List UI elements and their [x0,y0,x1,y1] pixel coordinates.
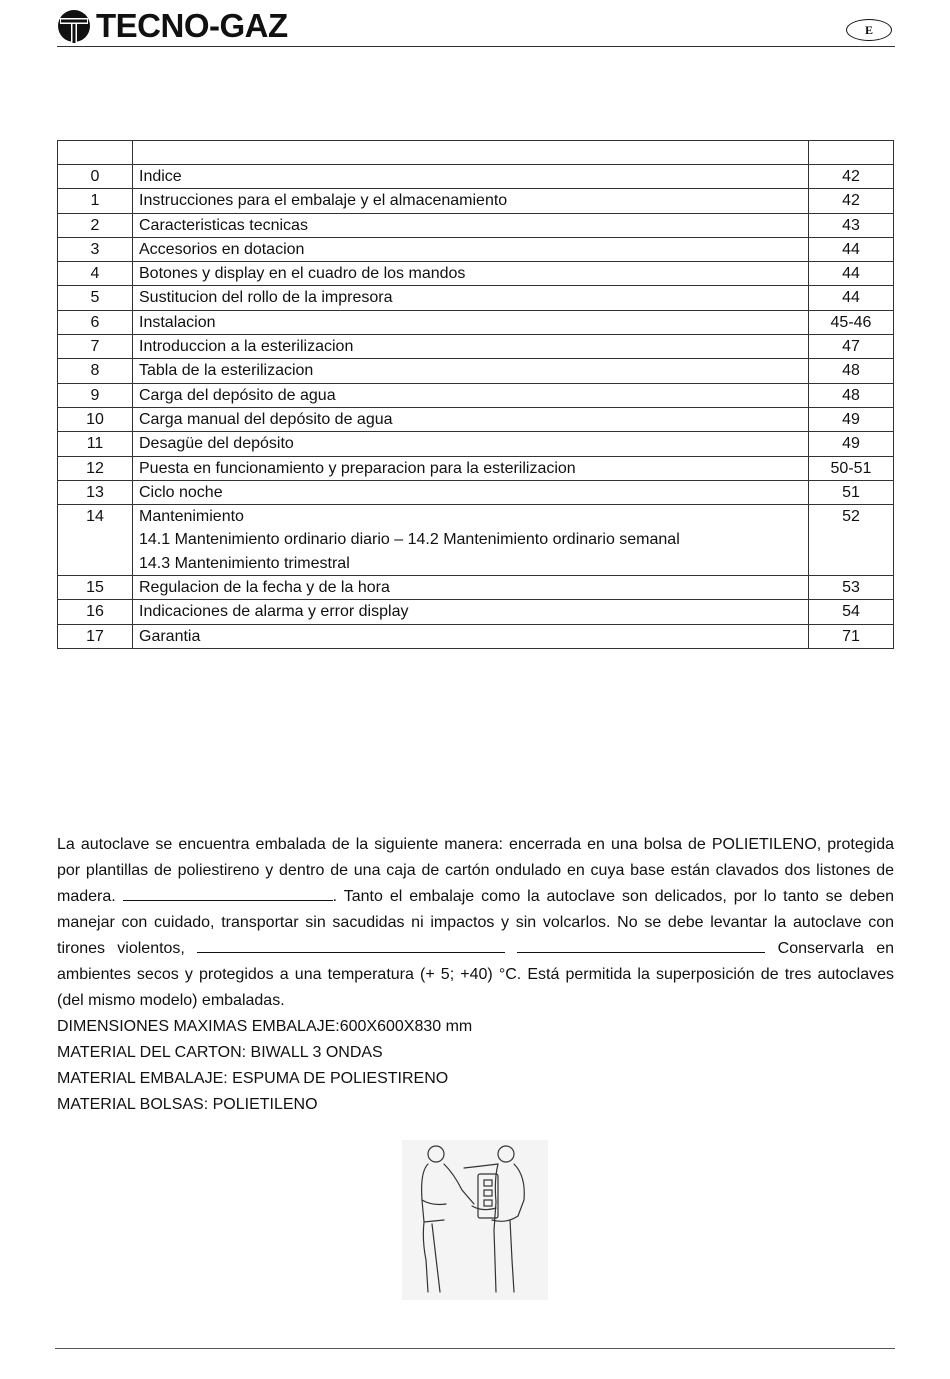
toc-title-text: Instrucciones para el embalaje y el almacenamiento [139,192,508,210]
toc-row [58,480,894,504]
toc-section-number: 13 [58,480,133,504]
toc-title-text: Tabla de la esterilizacion [139,362,314,380]
toc-page-number: 44 [809,262,894,286]
toc-section-title [133,480,809,504]
toc-row [58,600,894,624]
toc-title-text: Carga del depósito de agua [139,386,336,404]
toc-page-number: 45-46 [809,310,894,334]
carton-material-line: MATERIAL DEL CARTON: BIWALL 3 ONDAS [57,1044,383,1061]
toc-header-num [58,141,133,165]
toc-page-number: 48 [809,383,894,407]
toc-title-text: Sustitucion del rollo de la impresora [139,289,393,307]
toc-section-title [133,165,809,189]
toc-section-number: 6 [58,310,133,334]
toc-row [58,213,894,237]
toc-title-text: Introduccion a la esterilizacion [139,338,354,356]
footer-divider [55,1348,895,1349]
toc-section-number: 0 [58,165,133,189]
toc-section-number: 9 [58,383,133,407]
toc-section-title [133,310,809,334]
toc-row [58,286,894,310]
toc-section-number: 14 [58,505,133,576]
bag-material-line: MATERIAL BOLSAS: POLIETILENO [57,1096,318,1113]
table-of-contents [57,140,894,649]
two-people-carrying-autoclave-illustration [402,1140,548,1300]
toc-row [58,359,894,383]
toc-header-page [809,141,894,165]
header-divider [57,46,895,47]
toc-section-title [133,237,809,261]
toc-title-text: Indicaciones de alarma y error display [139,603,409,621]
toc-row [58,456,894,480]
packing-paragraph [57,832,894,1014]
toc-page-number: 42 [809,165,894,189]
packing-text-b: . Tanto el embalaje como la autoclave son delicados, por lo tanto se deben manejar con cuidado, transportar sin sacudidas ni impactos y sin volcarlos. No se debe levantar la autoclave con tirones violentos, [57,888,895,957]
toc-page-number: 44 [809,286,894,310]
toc-title-text: Botones y display en el cuadro de los mandos [139,265,466,283]
toc-row [58,237,894,261]
toc-page-number: 48 [809,359,894,383]
redacted-underline [197,938,505,953]
toc-page-number: 51 [809,480,894,504]
toc-section-title [133,432,809,456]
toc-row [58,624,894,648]
toc-section-number: 10 [58,407,133,431]
toc-title-text: Accesorios en dotacion [139,240,305,258]
toc-header-row [58,141,894,165]
toc-title-text: Regulacion de la fecha y de la hora [139,579,390,597]
packing-instructions [57,832,894,1118]
toc-row [58,576,894,600]
toc-section-title [133,286,809,310]
toc-row [58,432,894,456]
toc-row [58,335,894,359]
toc-title-text: Caracteristicas tecnicas [139,216,308,234]
toc-title-text: Desagüe del depósito [139,435,294,453]
packing-text-a: La autoclave se encuentra embalada de la siguiente manera: encerrada en una bolsa de POLIETILENO, protegida por plantillas de poliestireno y dentro de una caja de cartón ondulado en cuya base están clavados dos listones de madera. [57,836,894,905]
toc-section-title [133,505,809,576]
toc-title-text: Ciclo noche [139,483,223,501]
toc-section-number: 11 [58,432,133,456]
toc-section-title [133,600,809,624]
redacted-underline [517,938,765,953]
toc-title-text: Garantia [139,627,201,645]
toc-page-number: 47 [809,335,894,359]
toc-page-number: 50-51 [809,456,894,480]
toc-page-number: 53 [809,576,894,600]
toc-row [58,407,894,431]
toc-section-number: 1 [58,189,133,213]
toc-section-title [133,189,809,213]
dimensions-line: DIMENSIONES MAXIMAS EMBALAJE:600X600X830 mm [57,1018,473,1035]
toc-section-title [133,213,809,237]
toc-subsection-text: 14.3 Mantenimiento trimestral [139,554,350,572]
toc-row [58,189,894,213]
toc-page-number: 49 [809,432,894,456]
toc-section-title [133,624,809,648]
toc-section-title [133,456,809,480]
redacted-underline [123,886,333,901]
toc-row [58,165,894,189]
toc-section-number: 4 [58,262,133,286]
packing-text-c: Conservarla en ambientes secos y protegidos a una temperatura (+ 5; +40) °C. Está permitida la superposición de tres autoclaves (del mismo modelo) embaladas. [57,940,894,1009]
toc-page-number: 42 [809,189,894,213]
toc-section-number: 7 [58,335,133,359]
toc-section-title [133,407,809,431]
toc-section-number: 17 [58,624,133,648]
toc-page-number: 52 [809,505,894,576]
toc-section-title [133,262,809,286]
brand-name: TECNO-GAZ [96,7,288,44]
toc-section-number: 16 [58,600,133,624]
toc-section-number: 8 [58,359,133,383]
toc-page-number: 54 [809,600,894,624]
packing-material-line: MATERIAL EMBALAJE: ESPUMA DE POLIESTIRENO [57,1070,449,1087]
toc-section-title [133,576,809,600]
toc-section-number: 5 [58,286,133,310]
toc-section-number: 15 [58,576,133,600]
toc-page-number: 44 [809,237,894,261]
language-badge: E [846,19,892,41]
toc-header-title [133,141,809,165]
tecno-gaz-logo-icon [57,9,91,43]
toc-row [58,310,894,334]
toc-page-number: 71 [809,624,894,648]
toc-row [58,383,894,407]
toc-title-text: Mantenimiento [139,508,244,526]
toc-title-text: Instalacion [139,313,216,331]
toc-subsection-text: 14.1 Mantenimiento ordinario diario – 14.2 Mantenimiento ordinario semanal [139,531,680,549]
toc-page-number: 49 [809,407,894,431]
toc-title-text: Puesta en funcionamiento y preparacion para la esterilizacion [139,459,576,477]
toc-section-number: 2 [58,213,133,237]
toc-section-title [133,383,809,407]
brand-logo [57,6,288,46]
toc-section-number: 12 [58,456,133,480]
toc-page-number: 43 [809,213,894,237]
toc-section-title [133,359,809,383]
toc-section-title [133,335,809,359]
toc-row [58,505,894,576]
toc-row [58,262,894,286]
toc-title-text: Carga manual del depósito de agua [139,410,393,428]
toc-title-text: Indice [139,168,182,185]
toc-section-number: 3 [58,237,133,261]
